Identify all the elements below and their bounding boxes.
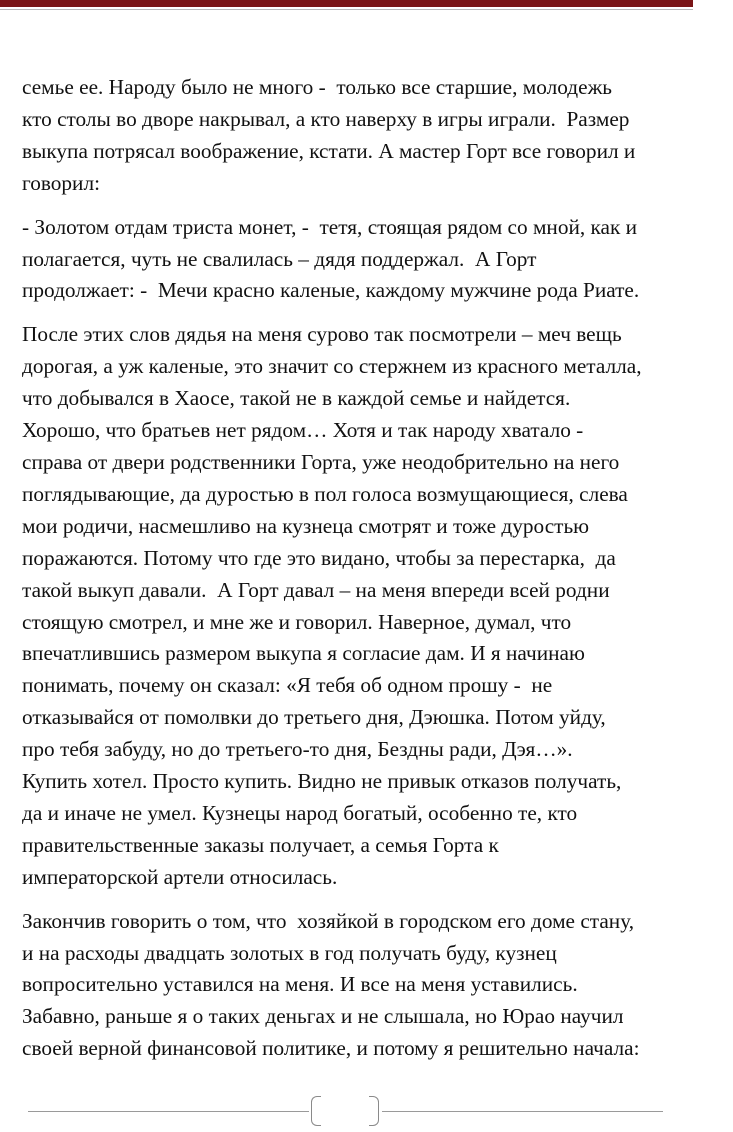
text-line: Забавно, раньше я о таких деньгах и не слышала, но Юрао научил	[22, 1004, 624, 1029]
text-line: - Золотом отдам триста монет, - тетя, стоящая рядом со мной, как и	[22, 214, 638, 239]
text-line: отказывайся от помолвки до третьего дня, Дэюшка. Потом уйду,	[22, 705, 606, 730]
paragraph-4	[22, 906, 722, 1066]
text-line: Купить хотел. Просто купить. Видно не привык отказов получать,	[22, 769, 622, 794]
text-line: поражаются. Потому что где это видано, чтобы за перестарка, да	[22, 545, 616, 570]
text-line: справа от двери родственники Горта, уже неодобрительно на него	[22, 449, 620, 474]
text-line: впечатлившись размером выкупа я согласие дам. И я начинаю	[22, 641, 585, 666]
text-line: правительственные заказы получает, а семья Горта к	[22, 832, 499, 857]
page-number-left-bracket	[311, 1096, 321, 1126]
text-line: про тебя забуду, но до третьего-то дня, Бездны ради, Дэя…».	[22, 737, 573, 762]
text-line: понимать, почему он сказал: «Я тебя об одном прошу - не	[22, 673, 553, 698]
text-line: кто столы во дворе накрывал, а кто наверху в игры играли. Размер	[22, 106, 630, 131]
header-rule	[0, 0, 693, 7]
text-line: что добывался в Хаосе, такой не в каждой семье и найдется.	[22, 386, 571, 411]
footer-rule-left	[28, 1111, 309, 1112]
text-line: говорил:	[22, 170, 101, 195]
paragraph-3	[22, 319, 722, 893]
text-line: продолжает: - Мечи красно каленые, каждому мужчине рода Риате.	[22, 278, 640, 303]
text-line: выкупа потрясал воображение, кстати. А мастер Горт все говорил и	[22, 138, 636, 163]
text-line: Хорошо, что братьев нет рядом… Хотя и так народу хватало -	[22, 418, 584, 443]
text-line: своей верной финансовой политике, и потому я решительно начала:	[22, 1036, 640, 1061]
text-line: да и иначе не умел. Кузнецы народ богатый, особенно те, кто	[22, 800, 578, 825]
text-line: полагается, чуть не свалилась – дядя поддержал. А Горт	[22, 246, 537, 271]
text-line: императорской артели относилась.	[22, 864, 338, 889]
text-line: стоящую смотрел, и мне же и говорил. Наверное, думал, что	[22, 609, 572, 634]
text-line: семье ее. Народу было не много - только все старшие, молодежь	[22, 75, 613, 99]
text-line: и на расходы двадцать золотых в год получать буду, кузнец	[22, 940, 557, 965]
paragraph-1	[22, 72, 722, 200]
header-rule-thin	[0, 9, 693, 10]
text-line: Закончив говорить о том, что хозяйкой в городском его доме стану,	[22, 908, 635, 933]
page-body	[22, 72, 722, 1077]
text-line: мои родичи, насмешливо на кузнеца смотрят и тоже дуростью	[22, 513, 590, 538]
paragraph-2	[22, 212, 722, 308]
text-line: вопросительно уставился на меня. И все на меня уставились.	[22, 972, 578, 997]
footer-rule-right	[382, 1111, 663, 1112]
text-line: После этих слов дядья на меня сурово так посмотрели – меч вещь	[22, 322, 622, 347]
text-line: поглядывающие, да дуростью в пол голоса возмущающиеся, слева	[22, 481, 628, 506]
page-number-right-bracket	[369, 1096, 379, 1126]
text-line: дорогая, а уж каленые, это значит со стержнем из красного металла,	[22, 354, 642, 379]
text-line: такой выкуп давали. А Горт давал – на меня впереди всей родни	[22, 577, 610, 602]
